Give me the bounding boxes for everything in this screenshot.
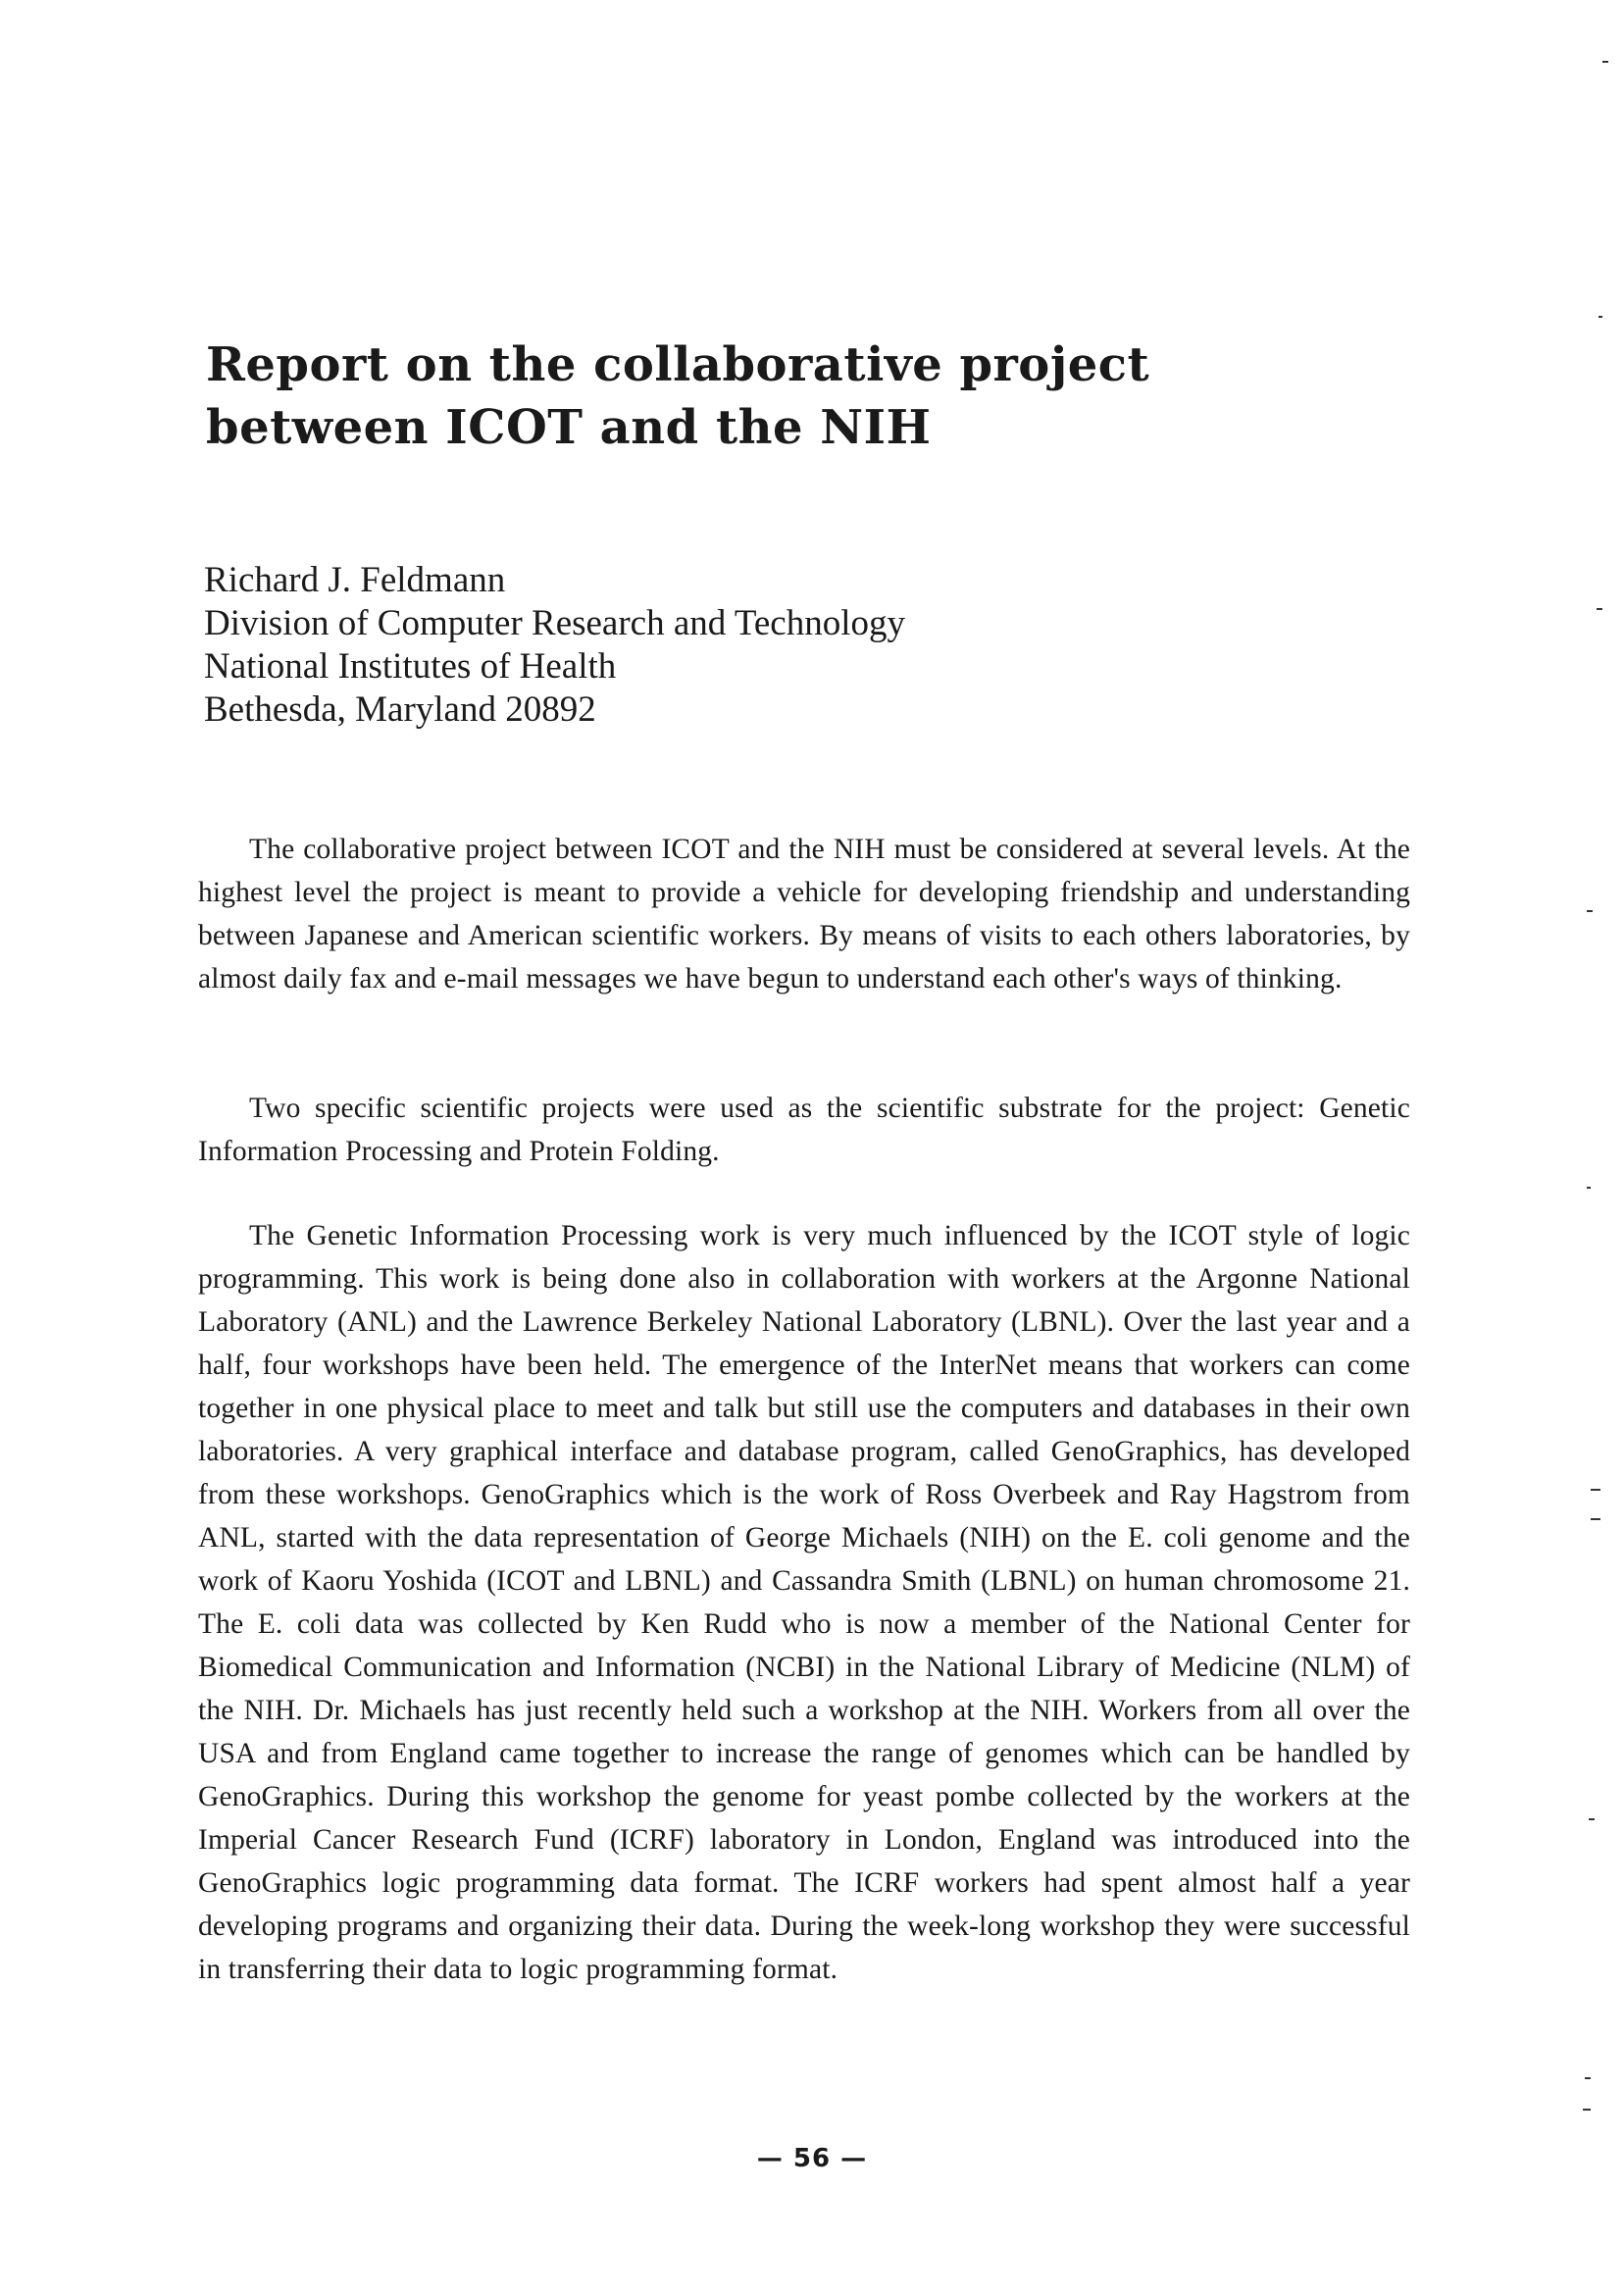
scan-artifact <box>1585 2077 1591 2079</box>
scan-artifact <box>1587 910 1593 912</box>
scan-artifact <box>1597 608 1602 610</box>
scan-artifact <box>1591 1518 1600 1520</box>
scan-artifact <box>1599 316 1602 318</box>
body-paragraph-3: The Genetic Information Processing work is very much influenced by the ICOT style of logic programming. This work is being done also in collaboration with workers at the Argonne National Laboratory (ANL) and the Lawrence Berkeley National Laboratory (LBNL). Over the last year and a half, four workshops have been held. The emergence of the InterNet means that workers can come together in one physical place to meet and talk but still use the computers and databases in their own laboratories. A very graphical interface and database program, called GenoGraphics, has developed from these workshops. GenoGraphics which is the work of Ross Overbeek and Ray Hagstrom from ANL, started with the data representation of George Michaels (NIH) on the E. coli genome and the work of Kaoru Yoshida (ICOT and LBNL) and Cassandra Smith (LBNL) on human chromosome 21. The E. coli data was collected by Ken Rudd who is now a member of the National Center for Biomedical Communication and Information (NCBI) in the National Library of Medicine (NLM) of the NIH. Dr. Michaels has just recently held such a workshop at the NIH. Workers from all over the USA and from England came together to increase the range of genomes which can be handled by GenoGraphics. During this workshop the genome for yeast pombe collected by the workers at the Imperial Cancer Research Fund (ICRF) laboratory in London, England was introduced into the GenoGraphics logic programming data format. The ICRF workers had spent almost half a year developing programs and organizing their data. During the week-long workshop they were successful in transferring their data to logic programming format. <box>198 1220 1410 1985</box>
author-division: Division of Computer Research and Technology <box>204 603 905 643</box>
scan-artifact <box>1602 61 1608 63</box>
scan-artifact <box>1587 1187 1591 1189</box>
title-line-2: between ICOT and the NIH <box>206 400 932 455</box>
body-paragraph-1: The collaborative project between ICOT and the NIH must be considered at several levels. At the highest level the project is meant to provide a vehicle for developing friendship and understanding between Japanese and American scientific workers. By means of visits to each others laboratories, by almost daily fax and e-mail messages we have begun to understand each other's ways of thinking. <box>198 834 1410 994</box>
author-name: Richard J. Feldmann <box>204 560 506 600</box>
title-line-1: Report on the collaborative project <box>206 337 1150 392</box>
scan-artifact <box>1591 1489 1600 1491</box>
scan-artifact <box>1589 1818 1595 1820</box>
body-paragraph-2: Two specific scientific projects were used as the scientific substrate for the project: Genetic Information Processing and Protein Folding. <box>198 1093 1410 1167</box>
scan-artifact <box>1583 2109 1591 2111</box>
author-location: Bethesda, Maryland 20892 <box>204 689 596 730</box>
author-institution: National Institutes of Health <box>204 646 617 687</box>
paper-title <box>206 333 1285 459</box>
author-block <box>204 559 1283 732</box>
page-number: — 56 — <box>756 2144 868 2173</box>
